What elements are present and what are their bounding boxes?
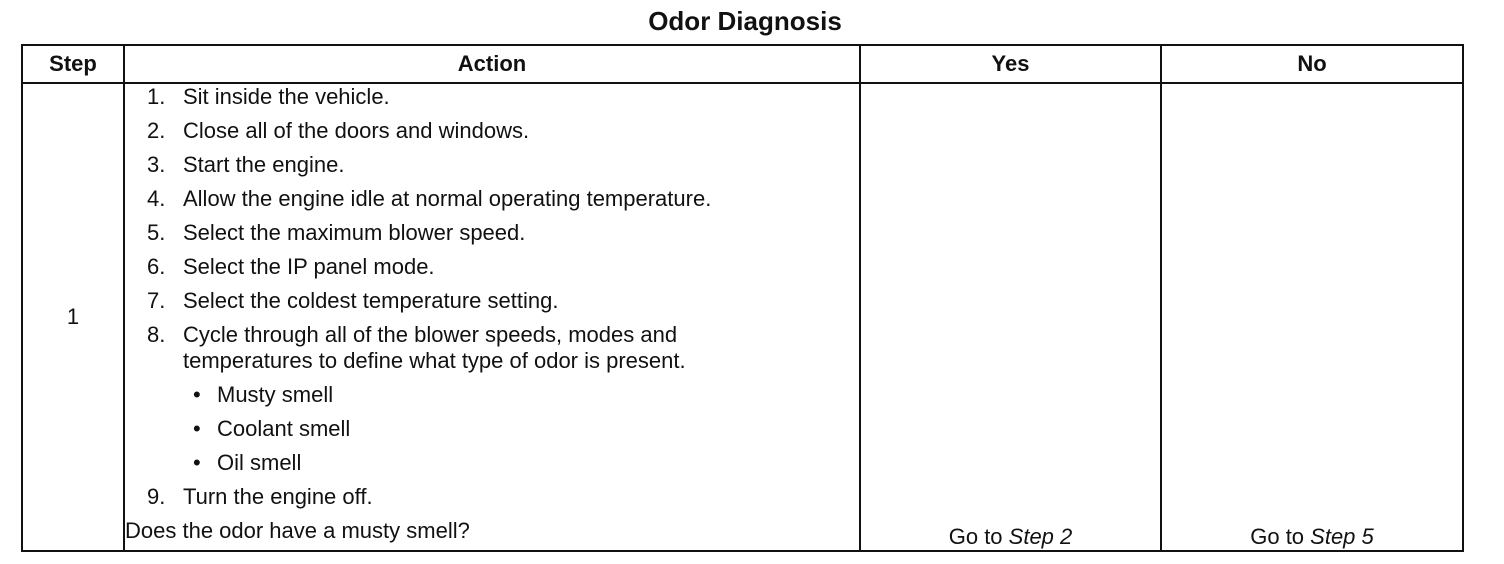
item-number: 8. (147, 322, 166, 347)
item-number: 2. (147, 118, 166, 143)
table-row (22, 83, 1463, 551)
action-item (125, 322, 783, 374)
bullet-icon: • (193, 416, 201, 441)
item-number: 4. (147, 186, 166, 211)
action-item (125, 118, 859, 144)
bullet-icon: • (193, 382, 201, 407)
action-cell (124, 83, 860, 551)
action-item (125, 152, 859, 178)
item-text: Select the maximum blower speed. (183, 220, 526, 245)
diagnosis-table (21, 44, 1464, 552)
item-number: 1. (147, 84, 166, 109)
page-title: Odor Diagnosis (648, 6, 842, 36)
item-text: Turn the engine off. (183, 484, 373, 509)
sub-item-text: Musty smell (217, 382, 334, 407)
step-number: 1 (22, 83, 124, 551)
item-text: Select the coldest temperature setting. (183, 288, 559, 313)
item-text: Start the engine. (183, 152, 345, 177)
no-cell (1161, 83, 1463, 551)
action-item (125, 254, 859, 280)
bullet-icon: • (193, 450, 201, 475)
header-step: Step (22, 45, 124, 83)
item-number: 9. (147, 484, 166, 509)
no-step-link[interactable]: Step 5 (1310, 524, 1374, 549)
item-text: Close all of the doors and windows. (183, 118, 530, 143)
table-header-row (22, 45, 1463, 83)
sub-list-item (125, 416, 859, 442)
yes-prefix: Go to (948, 524, 1009, 549)
header-no: No (1161, 45, 1463, 83)
item-text: Allow the engine idle at normal operating temperature. (183, 186, 712, 211)
sub-item-text: Coolant smell (217, 416, 351, 441)
item-text: Select the IP panel mode. (183, 254, 435, 279)
action-item (125, 186, 859, 212)
item-text: Cycle through all of the blower speeds, modes and temperatures to define what type of odor is present. (183, 322, 686, 373)
item-number: 5. (147, 220, 166, 245)
action-item (125, 220, 859, 246)
no-prefix: Go to (1250, 524, 1311, 549)
sub-list-item (125, 450, 859, 476)
item-number: 7. (147, 288, 166, 313)
action-item (125, 84, 859, 110)
action-item (125, 288, 859, 314)
item-number: 6. (147, 254, 166, 279)
question-text: Does the odor have a musty smell? (125, 518, 470, 543)
yes-step-link[interactable]: Step 2 (1008, 524, 1073, 549)
item-number: 3. (147, 152, 166, 177)
yes-cell (860, 83, 1161, 551)
header-yes: Yes (860, 45, 1161, 83)
sub-item-text: Oil smell (217, 450, 302, 475)
sub-list-item (125, 382, 859, 408)
header-action: Action (124, 45, 860, 83)
action-item (125, 484, 859, 510)
item-text: Sit inside the vehicle. (183, 84, 390, 109)
